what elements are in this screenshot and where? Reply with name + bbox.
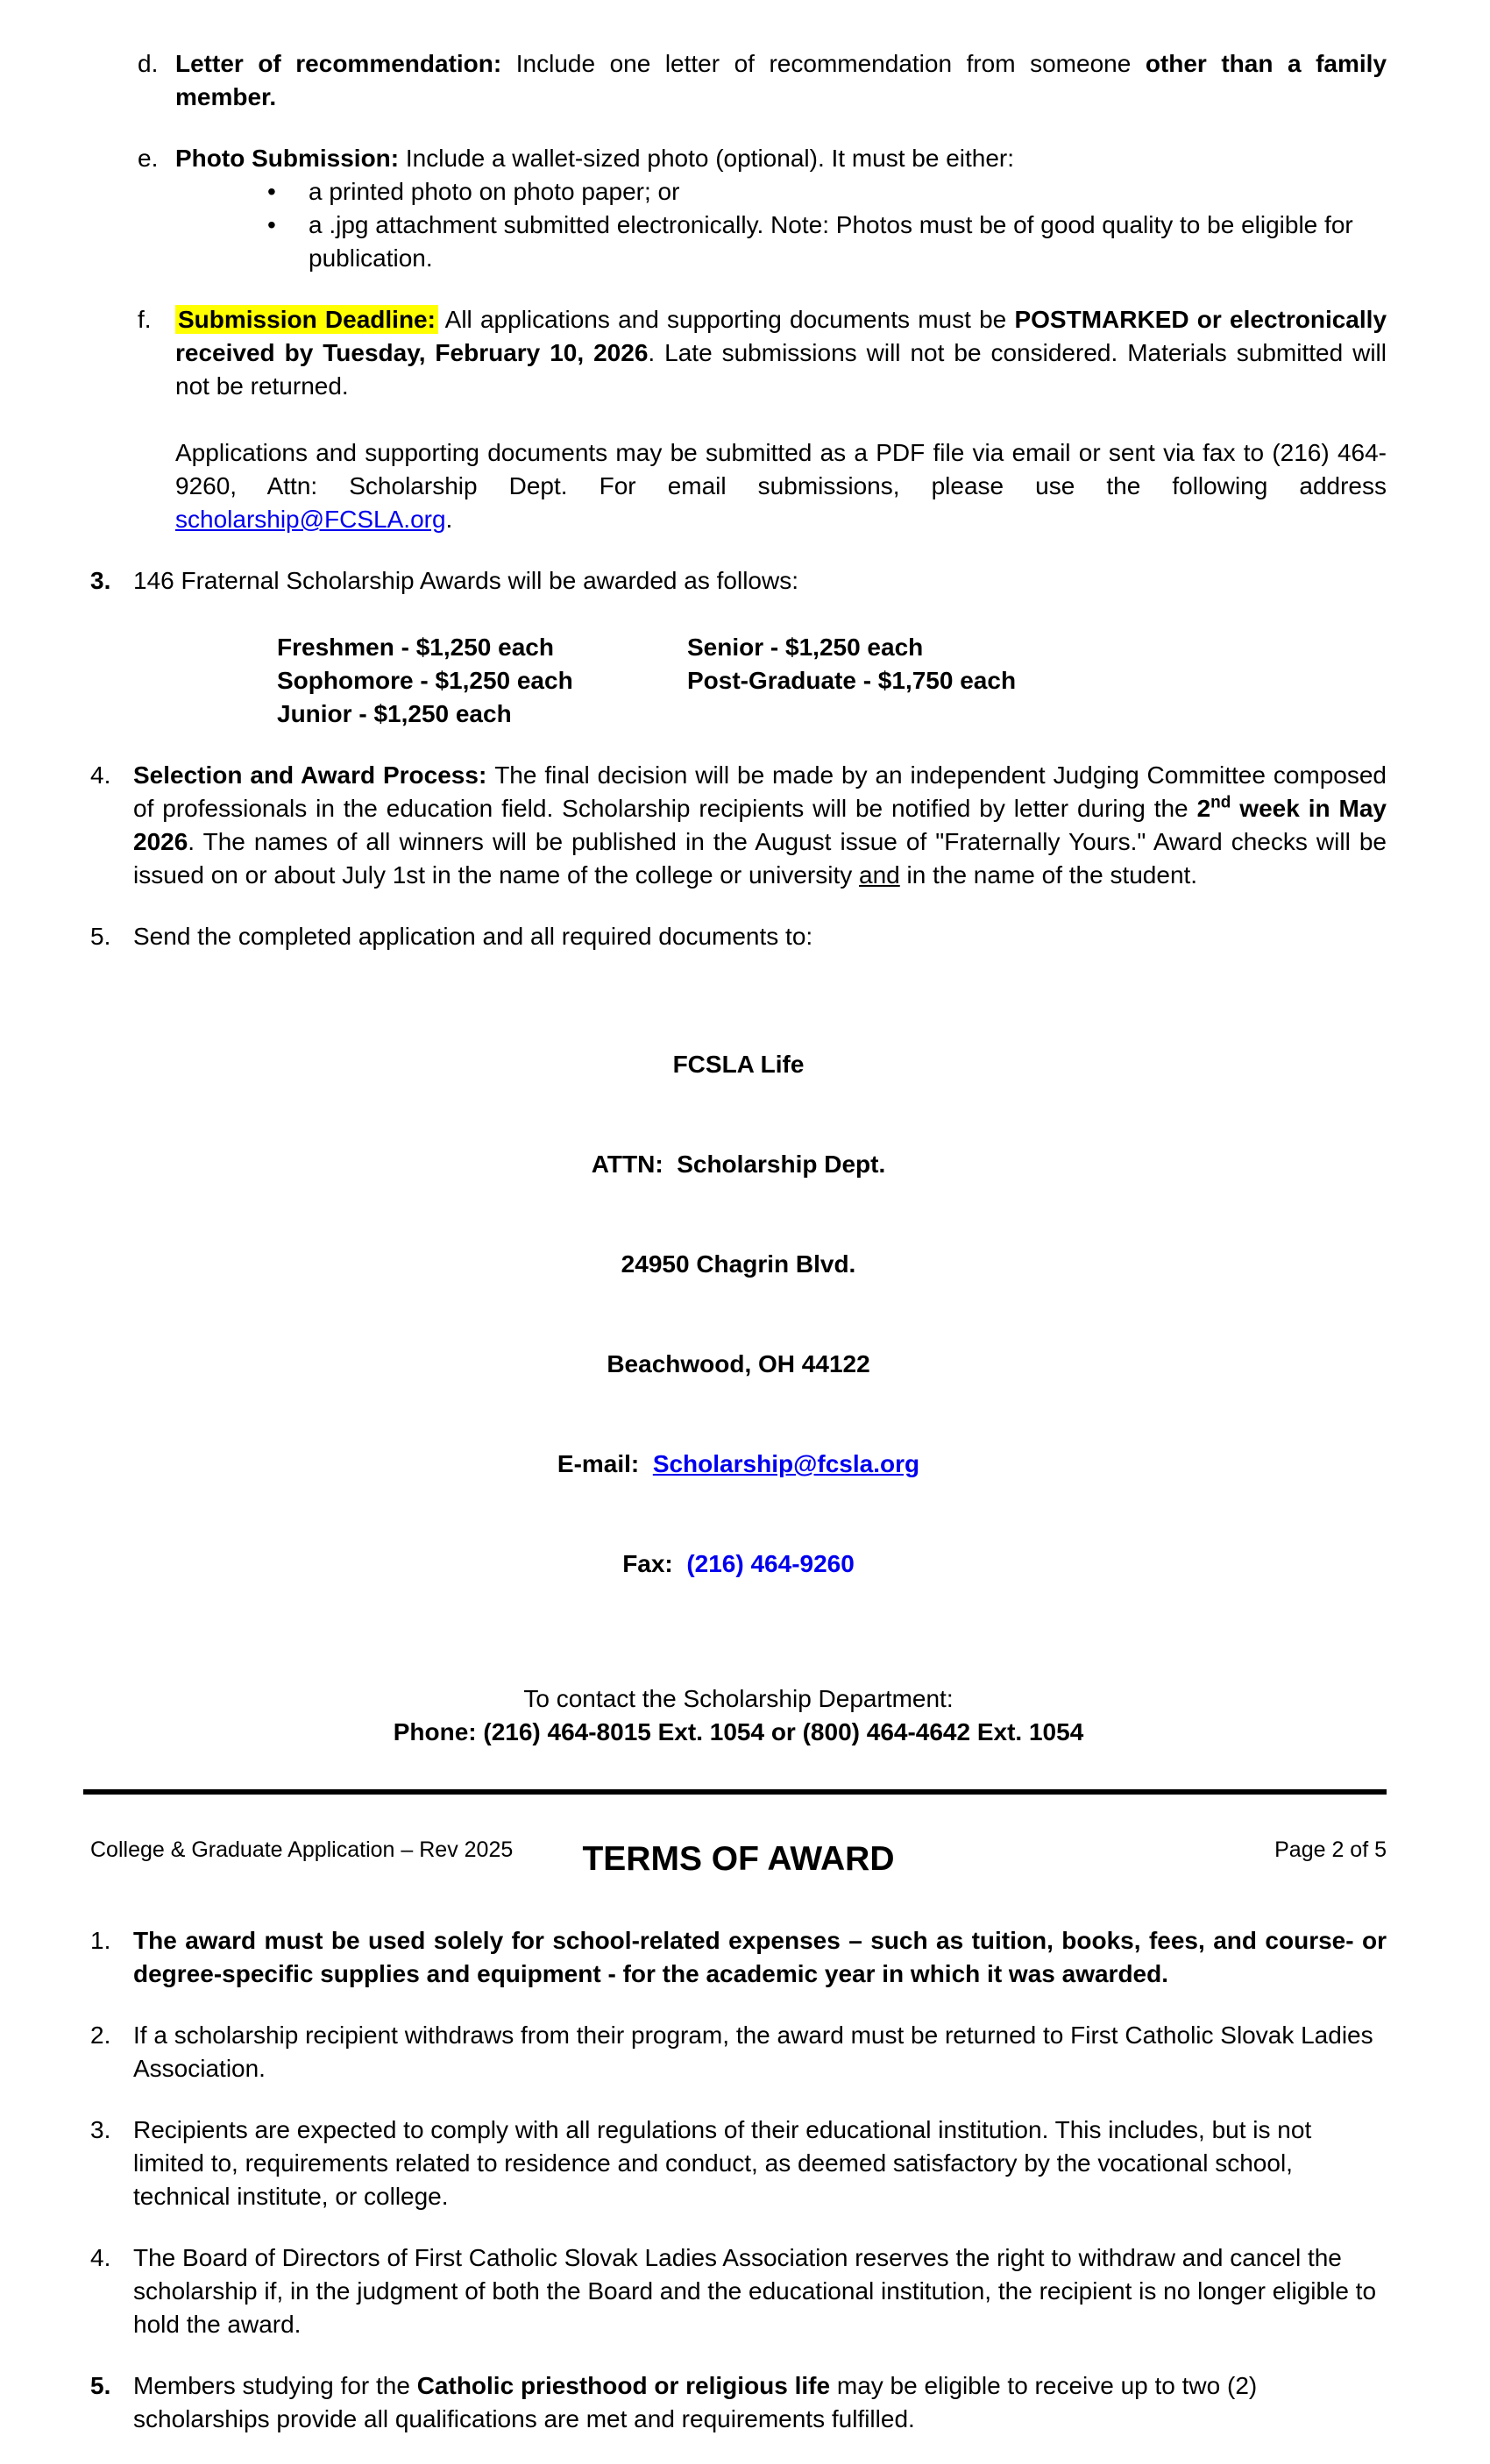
terms-item-3 <box>90 2114 1387 2213</box>
terms-item-4 <box>90 2241 1387 2341</box>
item-3-text <box>133 564 1387 731</box>
contact-phone: Phone: (216) 464-8015 Ext. 1054 or (800) 464-4642 Ext. 1054 <box>393 1718 1084 1745</box>
mailing-address-block <box>90 981 1387 1647</box>
address-fax-line: Fax: (216) 464-9260 <box>622 1550 855 1577</box>
awards-column-1 <box>277 631 687 731</box>
award-line: Freshmen - $1,250 each <box>277 634 554 661</box>
bullet-item <box>267 209 1387 275</box>
terms-item-2-text: If a scholarship recipient withdraws from their program, the award must be returned to First Catholic Slovak Ladies Association. <box>133 2021 1373 2082</box>
address-org: FCSLA Life <box>672 1051 805 1078</box>
awards-table <box>277 631 1387 731</box>
award-line: Sophomore - $1,250 each <box>277 667 573 694</box>
item-5 <box>90 920 1387 953</box>
item-f-marker: f. <box>138 306 152 333</box>
item-d-marker: d. <box>138 50 159 77</box>
item-3 <box>90 564 1387 731</box>
terms-item-2 <box>90 2019 1387 2085</box>
terms-item-3-text: Recipients are expected to comply with all regulations of their educational institution. This includes, but is not limited to, requirements related to residence and conduct, as deemed satisfactory by the vocational school, technical institute, or college. <box>133 2116 1312 2210</box>
footer-document-title: College & Graduate Application – Rev 2025 <box>90 1837 514 1862</box>
item-e-marker: e. <box>138 145 159 172</box>
terms-item-1 <box>90 1924 1387 1991</box>
bullet-icon: • <box>267 211 276 238</box>
address-city: Beachwood, OH 44122 <box>607 1350 870 1377</box>
awards-column-2 <box>687 631 1016 731</box>
item-d <box>138 47 1387 114</box>
bullet-text: a printed photo on photo paper; or <box>309 178 680 205</box>
item-e <box>138 142 1387 275</box>
document-content <box>90 47 1387 2464</box>
award-line: Junior - $1,250 each <box>277 700 512 727</box>
terms-item-5 <box>90 2369 1387 2436</box>
page-footer <box>90 1837 1387 1863</box>
item-f-text <box>175 303 1387 536</box>
bullet-item <box>267 175 1387 209</box>
terms-item-2-marker: 2. <box>90 2021 111 2049</box>
submission-deadline-paragraph: Submission Deadline: All applications and supporting documents must be POSTMARKED or electronically received by Tuesday, February 10, 2026. Late submissions will not be considered. Materials submitted will not be returned. <box>175 306 1387 400</box>
address-attn: ATTN: Scholarship Dept. <box>591 1151 886 1178</box>
contact-intro: To contact the Scholarship Department: <box>523 1685 954 1712</box>
item-5-marker: 5. <box>90 923 111 950</box>
terms-item-5-marker: 5. <box>90 2372 111 2399</box>
contact-block <box>90 1682 1387 1749</box>
selection-process-paragraph: Selection and Award Process: The final decision will be made by an independent Judging Committee composed of professionals in the education field. Scholarship recipients will be notified by letter during the 2nd week in May 2026. The names of all winners will be published in the August issue of "Fraternally Yours." Award checks will be issued on or about July 1st in the name of the college or university and in the name of the student. <box>133 761 1387 889</box>
award-line: Post-Graduate - $1,750 each <box>687 667 1017 694</box>
bullet-icon: • <box>267 178 276 205</box>
item-e-bullets <box>175 175 1387 275</box>
footer-page-number: Page 2 of 5 <box>1274 1837 1387 1862</box>
item-d-text: Letter of recommendation: Include one letter of recommendation from someone other than a family member. <box>175 50 1387 110</box>
item-e-text <box>175 142 1387 275</box>
terms-item-5-text: Members studying for the Catholic priesthood or religious life may be eligible to receive up to two (2) scholarships provide all qualifications are met and requirements fulfilled. <box>133 2372 1258 2432</box>
terms-of-award-heading: TERMS OF AWARD <box>582 1840 895 1878</box>
terms-item-4-marker: 4. <box>90 2244 111 2271</box>
terms-item-1-text: The award must be used solely for school-related expenses – such as tuition, books, fees, and course- or degree-specific supplies and equipment - for the academic year in which it was awarded. <box>133 1927 1387 1987</box>
address-street: 24950 Chagrin Blvd. <box>621 1250 856 1278</box>
email-link[interactable]: Scholarship@fcsla.org <box>652 1450 920 1477</box>
terms-item-1-marker: 1. <box>90 1927 111 1954</box>
terms-item-4-text: The Board of Directors of First Catholic Slovak Ladies Association reserves the right to withdraw and cancel the scholarship if, in the judgment of both the Board and the educational institution, the recipient is no longer eligible to hold the award. <box>133 2244 1377 2338</box>
item-f <box>138 303 1387 536</box>
submission-methods-paragraph: Applications and supporting documents may be submitted as a PDF file via email or sent via fax to (216) 464-9260, Attn: Scholarship Dept. For email submissions, please use the following address scholarship@FCSLA.org. <box>175 439 1387 533</box>
terms-item-3-marker: 3. <box>90 2116 111 2143</box>
award-line: Senior - $1,250 each <box>687 634 924 661</box>
bullet-text: a .jpg attachment submitted electronically. Note: Photos must be of good quality to be eligible for publication. <box>309 211 1353 272</box>
awards-intro: 146 Fraternal Scholarship Awards will be awarded as follows: <box>133 567 798 594</box>
item-e-heading: Photo Submission: Include a wallet-sized photo (optional). It must be either: <box>175 145 1015 172</box>
item-3-marker: 3. <box>90 567 111 594</box>
item-4 <box>90 759 1387 892</box>
item-4-marker: 4. <box>90 761 111 789</box>
email-link[interactable]: scholarship@FCSLA.org <box>175 506 446 533</box>
address-email-line: E-mail: Scholarship@fcsla.org <box>557 1450 920 1477</box>
send-to-paragraph: Send the completed application and all required documents to: <box>133 923 813 950</box>
section-divider <box>83 1789 1387 1795</box>
